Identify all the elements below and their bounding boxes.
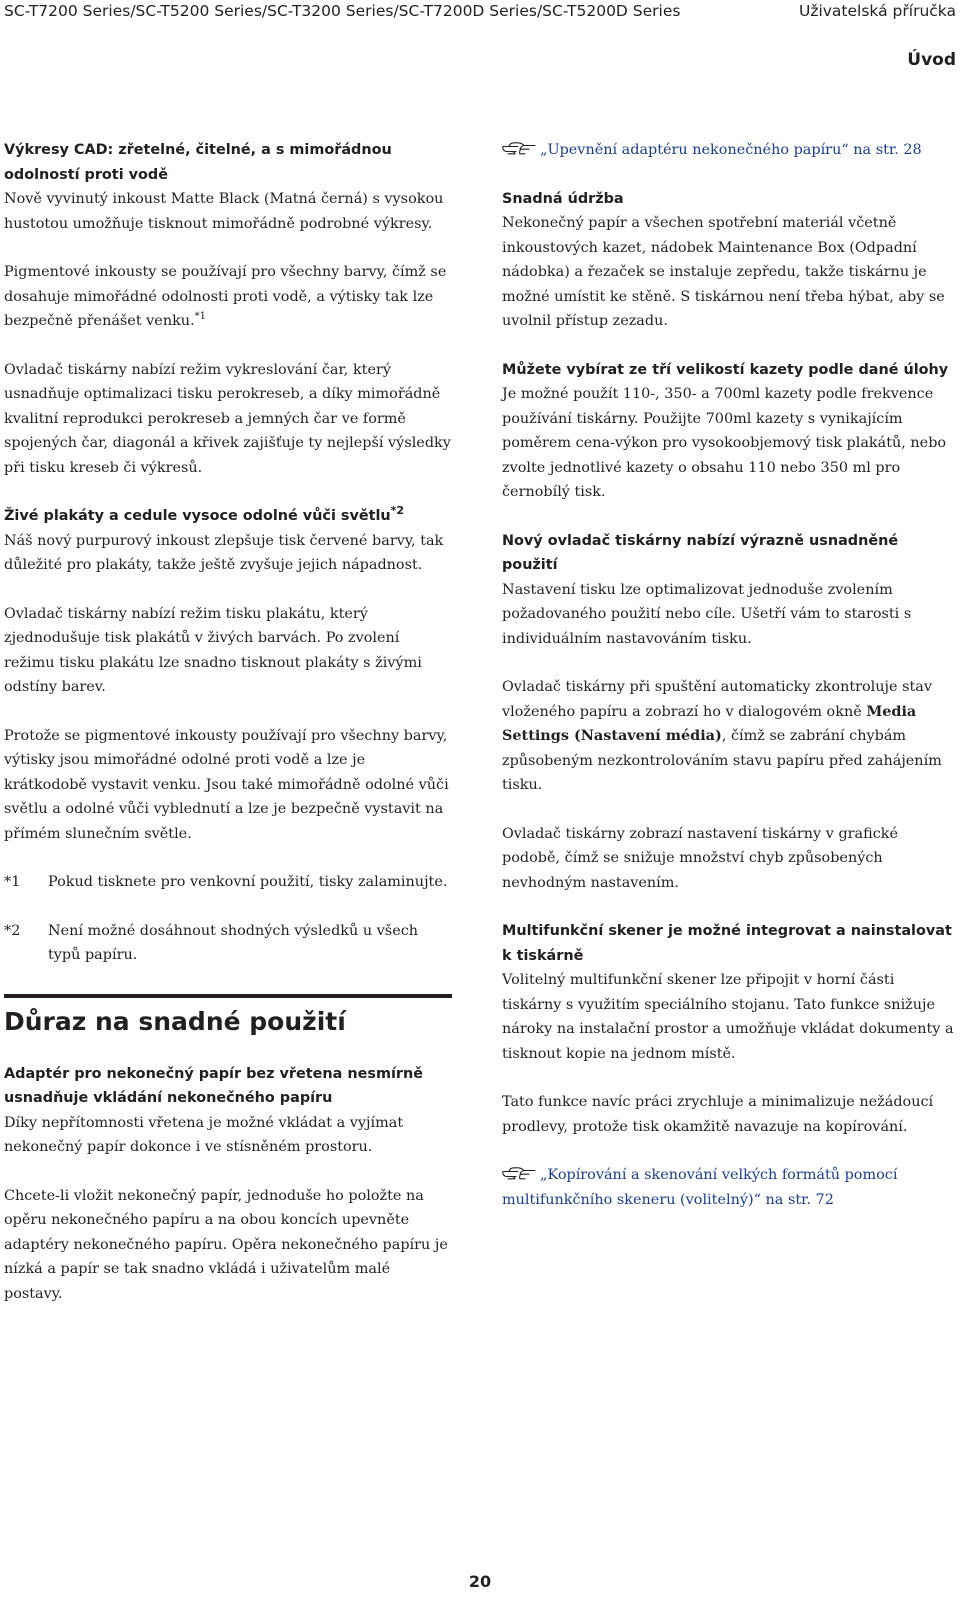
adapter-paragraph-2: Chcete-li vložit nekonečný papír, jednoduše ho položte na opěru nekonečného papíru a na obou koncích upevněte adaptéry nekonečného papíru. Opěra nekonečného papíru je nízká a papír se tak snadno vkládá i uživatelům malé postavy. (4, 1187, 448, 1302)
left-column (4, 138, 452, 1306)
page-number: 20 (468, 1572, 492, 1591)
pointing-hand-icon (502, 1166, 536, 1180)
poster-paragraph-1: Náš nový purpurový inkoust zlepšuje tisk červené barvy, tak důležité pro plakáty, takže ještě zvyšuje jejich nápadnost. (4, 532, 444, 573)
footnote-2 (4, 919, 452, 968)
footnote-ref-1[interactable]: *1 (194, 311, 207, 323)
scanner-paragraph-2: Tato funkce navíc práci zrychluje a minimalizuje nežádoucí prodlevy, protože tisk okamžitě navazuje na kopírování. (502, 1094, 934, 1135)
header-guide-title: Uživatelská příručka (798, 2, 956, 20)
pointing-hand-icon (502, 141, 536, 155)
cartridge-heading: Můžete vybírat ze tří velikostí kazety podle dané úlohy (502, 361, 949, 378)
scanner-heading: Multifunkční skener je možné integrovat a nainstalovat k tiskárně (502, 923, 952, 964)
page-header (4, 0, 956, 26)
adapter-heading: Adaptér pro nekonečný papír bez vřetena nesmírně usnadňuje vkládání nekonečného papíru (4, 1065, 423, 1106)
media-settings-label: Media Settings (Nastavení média) (502, 702, 917, 744)
section-rule (4, 994, 452, 998)
ease-of-use-title: Důraz na snadné použití (4, 1006, 346, 1036)
footnote-mark: *2 (4, 922, 21, 939)
footnote-text: Pokud tisknete pro venkovní použití, tisky zalaminujte. (48, 874, 448, 890)
footnote-1 (4, 870, 452, 895)
maintenance-heading: Snadná údržba (502, 190, 624, 207)
cad-heading: Výkresy CAD: zřetelné, čitelné, a s mimořádnou odolností proti vodě (4, 142, 392, 183)
footnote-text: Není možné dosáhnout shodných výsledků u všech typů papíru. (48, 922, 419, 963)
driver-heading: Nový ovladač tiskárny nabízí výrazně usnadněné použití (502, 532, 899, 573)
section-title: Úvod (907, 50, 956, 70)
driver-paragraph-1: Nastavení tisku lze optimalizovat jednoduše zvolením požadovaného použití nebo cíle. Ušetří vám to starosti s individuálním nastavováním tisku. (502, 581, 912, 647)
poster-paragraph-2: Ovladač tiskárny nabízí režim tisku plakátu, který zjednodušuje tisk plakátů v živých barvách. Po zvolení režimu tisku plakátu lze snadno tisknout plakáty s živými odstíny barev. (4, 605, 422, 695)
cross-reference-link-1[interactable]: „Upevnění adaptéru nekonečného papíru“ na str. 28 (502, 138, 954, 163)
right-column (502, 138, 954, 1212)
cross-reference-link-2[interactable]: „Kopírování a skenování velkých formátů pomocí multifunkčního skeneru (volitelný)“ na str. 72 (502, 1167, 898, 1208)
driver-paragraph-3: Ovladač tiskárny zobrazí nastavení tiskárny v grafické podobě, čímž se snižuje množství chyb způsobených nevhodným nastavením. (502, 825, 899, 891)
cad-paragraph-1: Nově vyvinutý inkoust Matte Black (Matná černá) s vysokou hustotou umožňuje tisknout mimořádně podrobné výkresy. (4, 191, 444, 232)
maintenance-paragraph: Nekonečný papír a všechen spotřební materiál včetně inkoustových kazet, nádobek Maintenance Box (Odpadní nádobka) a řezaček se instaluje zepředu, takže tiskárnu je možné umístit ke stěně. S tiskárnou není třeba hýbat, aby se uvolnil přístup zezadu. (502, 215, 945, 329)
cad-paragraph-2: Pigmentové inkousty se používají pro všechny barvy, čímž se dosahuje mimořádné odolnosti proti vodě, a výtisky tak lze bezpečně přenášet venku.$^{*1}$ (4, 264, 447, 329)
poster-heading: Živé plakáty a cedule vysoce odolné vůči světlu$^{*2}$ (4, 504, 405, 524)
poster-paragraph-3: Protože se pigmentové inkousty používají pro všechny barvy, výtisky jsou mimořádné odolné proti vodě a lze je krátkodobě vystavit venku. Jsou také mimořádně odolné vůči světlu a odolné vůči vyblednutí a lze je bezpečně vystavit na přímém slunečním světle. (4, 727, 449, 842)
cartridge-paragraph: Je možné použít 110-, 350- a 700ml kazety podle frekvence používání tiskárny. Použijte 700ml kazety s vynikajícím poměrem cena-výkon pro vysokoobjemový tisk plakátů, nebo zvolte jednotlivé kazety o obsahu 110 nebo 350 ml pro černobílý tisk. (502, 386, 947, 500)
scanner-paragraph-1: Volitelný multifunkční skener lze připojit v horní části tiskárny s využitím speciálního stojanu. Tato funkce snižuje nároky na instalační prostor a umožňuje vkládat dokumenty a tisknout kopie na jednom místě. (502, 972, 954, 1062)
header-series: SC-T7200 Series/SC-T5200 Series/SC-T3200 Series/SC-T7200D Series/SC-T5200D Series (4, 2, 681, 20)
adapter-paragraph-1: Díky nepřítomnosti vřetena je možné vkládat a vyjímat nekonečný papír dokonce i ve stísněném prostoru. (4, 1114, 404, 1155)
footnote-mark: *1 (4, 874, 21, 890)
cad-paragraph-3: Ovladač tiskárny nabízí režim vykreslování čar, který usnadňuje optimalizaci tisku perokreseb, a díky mimořádně kvalitní reprodukci perokreseb a jemných čar ve formě spojených čar, diagonál a křivek zajišťuje ty nejlepší výsledky při tisku kreseb či výkresů. (4, 361, 451, 476)
footnote-ref-2[interactable]: *2 (390, 504, 405, 518)
driver-paragraph-2: Ovladač tiskárny při spuštění automaticky zkontroluje stav vloženého papíru a zobrazí ho v dialogovém okně Media Settings (Nastavení média), čímž se zabrání chybám způsobeným nezkontrolováním stavu papíru před zahájením tisku. (502, 679, 942, 793)
